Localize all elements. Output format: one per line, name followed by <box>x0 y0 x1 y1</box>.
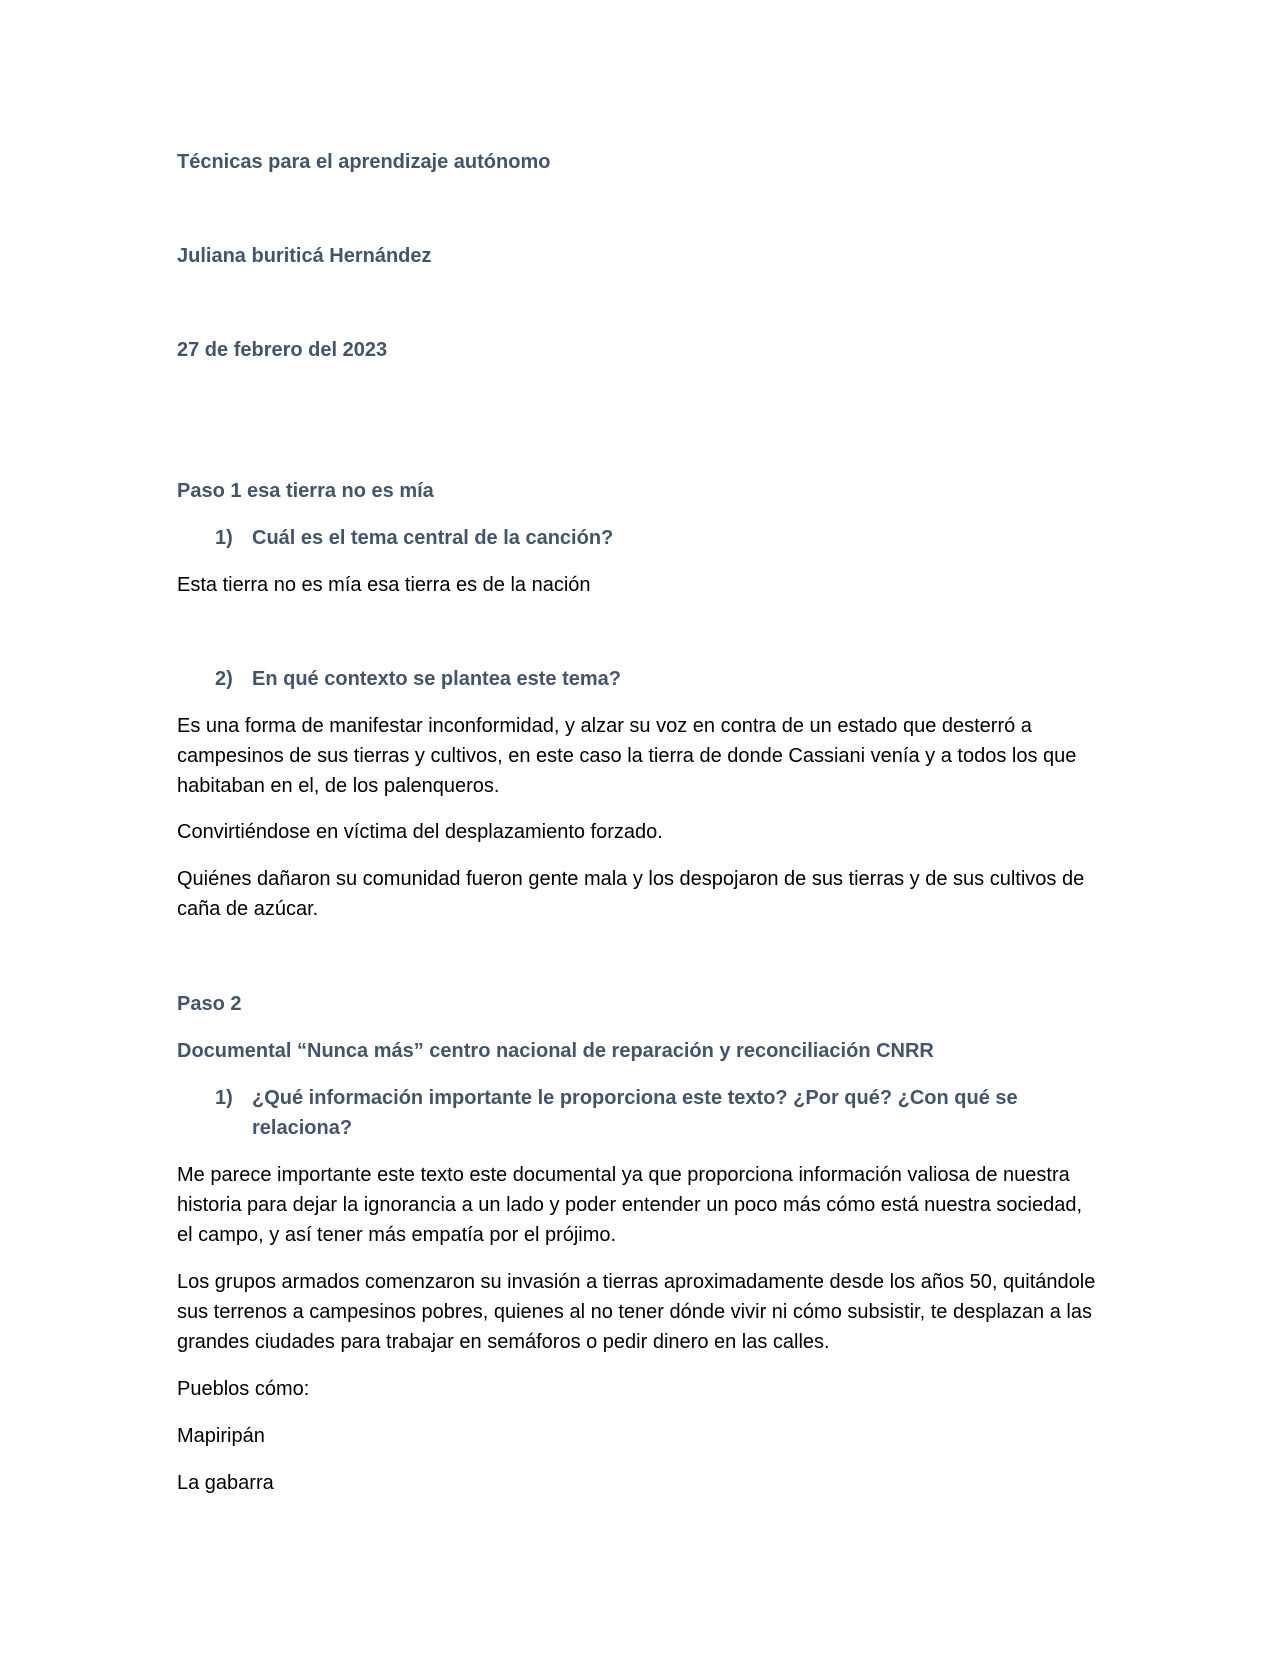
paso1-answer-2-paragraph-3: Quiénes dañaron su comunidad fueron gente mala y los despojaron de sus tierras y de sus cultivos de caña de azúcar. <box>177 868 1085 920</box>
paso1-question-1 <box>215 523 1042 553</box>
paso2-subheading: Documental “Nunca más” centro nacional de reparación y reconciliación CNRR <box>177 1040 934 1062</box>
question-text: ¿Qué información importante le proporciona este texto? ¿Por qué? ¿Con qué se relaciona? <box>252 1087 1018 1139</box>
author-name: Juliana buriticá Hernández <box>177 245 432 267</box>
paso2-answer-paragraph-1: Me parece importante este texto este documental ya que proporciona información valiosa de nuestra historia para dejar la ignorancia a un lado y poder entender un poco más cómo está nuestra sociedad, el campo, y así tener más empatía por el prójimo. <box>177 1164 1083 1246</box>
paso2-heading: Paso 2 <box>177 993 242 1015</box>
paso2-answer-paragraph-3: Pueblos cómo: <box>177 1378 310 1400</box>
list-number: 1) <box>215 1087 233 1109</box>
paso2-question-1 <box>215 1083 1042 1143</box>
paso1-heading: Paso 1 esa tierra no es mía <box>177 480 434 502</box>
town-item: La gabarra <box>177 1472 274 1494</box>
course-title: Técnicas para el aprendizaje autónomo <box>177 151 551 173</box>
question-text: En qué contexto se plantea este tema? <box>252 668 621 690</box>
list-number: 2) <box>215 668 233 690</box>
paso1-answer-2-paragraph-2: Convirtiéndose en víctima del desplazamiento forzado. <box>177 821 663 843</box>
paso1-answer-1: Esta tierra no es mía esa tierra es de la nación <box>177 574 591 596</box>
paso1-question-2 <box>215 664 1042 694</box>
document-date: 27 de febrero del 2023 <box>177 339 388 361</box>
list-number: 1) <box>215 527 233 549</box>
paso2-answer-paragraph-2: Los grupos armados comenzaron su invasión a tierras aproximadamente desde los años 50, quitándole sus terrenos a campesinos pobres, quienes al no tener dónde vivir ni cómo subsistir, te desplazan a las grandes ciudades para trabajar en semáforos o pedir dinero en las calles. <box>177 1271 1096 1353</box>
paso1-answer-2-paragraph-1: Es una forma de manifestar inconformidad, y alzar su voz en contra de un estado que desterró a campesinos de sus tierras y cultivos, en este caso la tierra de donde Cassiani venía y a todos los que habitaban en el, de los palenqueros. <box>177 715 1077 797</box>
town-item: Mapiripán <box>177 1425 265 1447</box>
question-text: Cuál es el tema central de la canción? <box>252 527 614 549</box>
